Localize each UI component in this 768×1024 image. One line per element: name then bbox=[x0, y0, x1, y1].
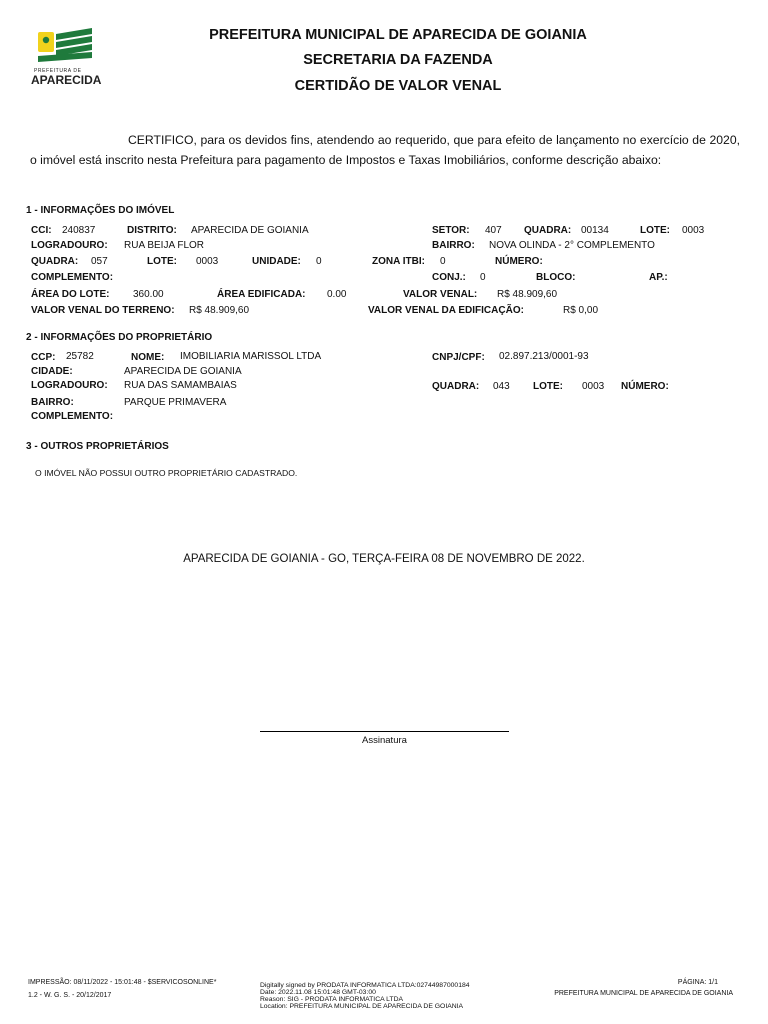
intro-paragraph: CERTIFICO, para os devidos fins, atendendo ao requerido, que para efeito de lançamento no exercício de 2020, o imóvel está inscrito nesta Prefeitura para pagamento de Impostos e Taxas Imobiliários, conforme descrição abaixo: bbox=[30, 133, 740, 167]
unidade-value: 0 bbox=[316, 256, 322, 267]
logradouro-label: LOGRADOURO: bbox=[31, 240, 108, 251]
prop-numero-label: NÚMERO: bbox=[621, 381, 669, 392]
footer-impressao: IMPRESSÃO: 08/11/2022 - 15:01:48 - $SERVICOSONLINE* bbox=[28, 979, 217, 986]
nome-value: IMOBILIARIA MARISSOL LTDA bbox=[180, 351, 322, 362]
prop-logradouro-value: RUA DAS SAMAMBAIAS bbox=[124, 380, 237, 391]
footer-page-number: PÁGINA: 1/1 bbox=[677, 979, 718, 986]
footer-digital-date: Date: 2022.11.08 15:01:48 GMT-03:00 bbox=[260, 989, 376, 996]
valor-venal-edificacao-label: VALOR VENAL DA EDIFICAÇÃO: bbox=[368, 305, 524, 316]
distrito-value: APARECIDA DE GOIANIA bbox=[191, 225, 309, 236]
valor-venal-terreno-label: VALOR VENAL DO TERRENO: bbox=[31, 305, 175, 316]
area-lote-value: 360.00 bbox=[133, 289, 164, 300]
area-lote-label: ÁREA DO LOTE: bbox=[31, 289, 110, 300]
header-document-title: CERTIDÃO DE VALOR VENAL bbox=[294, 78, 502, 94]
header-municipality: PREFEITURA MUNICIPAL DE APARECIDA DE GOIANIA bbox=[209, 27, 587, 43]
ccp-value: 25782 bbox=[66, 351, 94, 362]
footer-prefeitura: PREFEITURA MUNICIPAL DE APARECIDA DE GOIANIA bbox=[554, 990, 733, 997]
valor-venal-label: VALOR VENAL: bbox=[403, 289, 478, 300]
signature-line bbox=[260, 731, 509, 732]
prop-complemento-label: COMPLEMENTO: bbox=[31, 411, 114, 422]
conj-value: 0 bbox=[480, 272, 486, 283]
footer-digital-signed: Digitally signed by PRODATA INFORMATICA LTDA:02744987000184 bbox=[260, 982, 470, 989]
cci-value: 240837 bbox=[62, 225, 96, 236]
prop-lote-value: 0003 bbox=[582, 381, 605, 392]
quadra-label: QUADRA: bbox=[524, 225, 572, 236]
logo-small-text: PREFEITURA DE bbox=[34, 68, 82, 74]
footer-digital-reason: Reason: SIG - PRODATA INFORMATICA LTDA bbox=[260, 996, 404, 1003]
setor-value: 407 bbox=[485, 225, 502, 236]
conj-label: CONJ.: bbox=[432, 272, 466, 283]
cnpj-label: CNPJ/CPF: bbox=[432, 352, 485, 363]
lote2-value: 0003 bbox=[196, 256, 219, 267]
section-imovel-title: 1 - INFORMAÇÕES DO IMÓVEL bbox=[26, 205, 175, 216]
quadra2-value: 057 bbox=[91, 256, 108, 267]
valor-venal-edificacao-value: R$ 0,00 bbox=[563, 305, 599, 316]
area-edificada-label: ÁREA EDIFICADA: bbox=[217, 289, 306, 300]
lote-label: LOTE: bbox=[640, 225, 670, 236]
quadra2-label: QUADRA: bbox=[31, 256, 79, 267]
valor-venal-value: R$ 48.909,60 bbox=[497, 289, 558, 300]
distrito-label: DISTRITO: bbox=[127, 225, 177, 236]
quadra-value: 00134 bbox=[581, 225, 609, 236]
cidade-label: CIDADE: bbox=[31, 366, 73, 377]
setor-label: SETOR: bbox=[432, 225, 470, 236]
signature-label: Assinatura bbox=[362, 735, 407, 746]
lote2-label: LOTE: bbox=[147, 256, 177, 267]
issue-date-line: APARECIDA DE GOIANIA - GO, TERÇA-FEIRA 08 DE NOVEMBRO DE 2022. bbox=[183, 553, 585, 565]
cidade-value: APARECIDA DE GOIANIA bbox=[124, 366, 242, 377]
prop-logradouro-label: LOGRADOURO: bbox=[31, 380, 108, 391]
lote-value: 0003 bbox=[682, 225, 705, 236]
prop-bairro-label: BAIRRO: bbox=[31, 397, 74, 408]
valor-venal-terreno-value: R$ 48.909,60 bbox=[189, 305, 250, 316]
bairro-label: BAIRRO: bbox=[432, 240, 475, 251]
area-edificada-value: 0.00 bbox=[327, 289, 347, 300]
prefeitura-logo bbox=[28, 26, 104, 92]
cnpj-value: 02.897.213/0001-93 bbox=[499, 351, 589, 362]
section-proprietario-title: 2 - INFORMAÇÕES DO PROPRIETÁRIO bbox=[26, 332, 213, 343]
footer-digital-location: Location: PREFEITURA MUNICIPAL DE APARECIDA DE GOIANIA bbox=[260, 1003, 464, 1010]
section-outros-title: 3 - OUTROS PROPRIETÁRIOS bbox=[26, 441, 169, 452]
cci-label: CCI: bbox=[31, 225, 52, 236]
prop-quadra-label: QUADRA: bbox=[432, 381, 480, 392]
numero-label: NÚMERO: bbox=[495, 256, 543, 267]
bloco-label: BLOCO: bbox=[536, 272, 576, 283]
ccp-label: CCP: bbox=[31, 352, 56, 363]
complemento-label: COMPLEMENTO: bbox=[31, 272, 114, 283]
logo-big-text: APARECIDA bbox=[31, 73, 102, 87]
nome-label: NOME: bbox=[131, 352, 165, 363]
zona-itbi-label: ZONA ITBI: bbox=[372, 256, 425, 267]
prop-quadra-value: 043 bbox=[493, 381, 510, 392]
unidade-label: UNIDADE: bbox=[252, 256, 301, 267]
prop-lote-label: LOTE: bbox=[533, 381, 563, 392]
bairro-value: NOVA OLINDA - 2° COMPLEMENTO bbox=[489, 240, 655, 251]
header-secretaria: SECRETARIA DA FAZENDA bbox=[303, 52, 493, 68]
zona-itbi-value: 0 bbox=[440, 256, 446, 267]
footer-version: 1.2 - W. G. S. - 20/12/2017 bbox=[28, 992, 112, 999]
logradouro-value: RUA BEIJA FLOR bbox=[124, 240, 205, 251]
ap-label: AP.: bbox=[649, 272, 668, 283]
prop-bairro-value: PARQUE PRIMAVERA bbox=[124, 397, 227, 408]
outros-note: O IMÓVEL NÃO POSSUI OUTRO PROPRIETÁRIO CADASTRADO. bbox=[35, 468, 298, 478]
